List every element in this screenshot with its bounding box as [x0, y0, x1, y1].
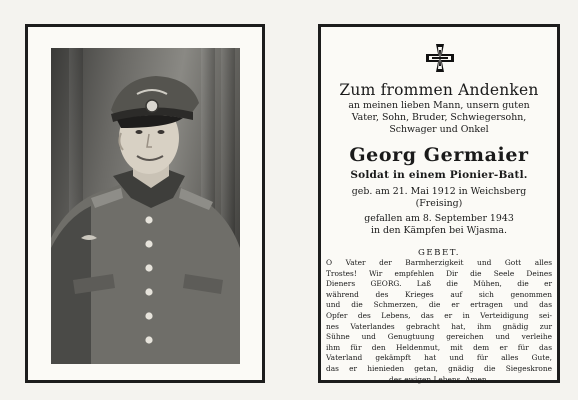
prayer-line: Trostes! Wir empfehlen Dir die Seele Deines — [326, 268, 552, 278]
prayer-line: während des Krieges auf sich genommen — [326, 289, 552, 299]
intro-line: Schwager und Onkel — [389, 124, 489, 135]
rank-line: Soldat in einem Pionier-Batl. — [350, 169, 528, 181]
intro-line: an meinen lieben Mann, unsern guten — [348, 100, 530, 111]
soldier-figure — [51, 48, 240, 364]
prayer-line: nes Vaterlandes gebracht hat, ihm gnädig zur — [326, 321, 552, 331]
memorial-title: Zum frommen Andenken — [339, 81, 539, 99]
photo-card — [25, 24, 265, 383]
prayer-line: des ewigen Lebens. Amen. — [389, 374, 489, 384]
prayer-line: ihm für den Heldenmut, mit dem er für das — [326, 342, 552, 352]
text-card — [318, 24, 560, 383]
death-place-line: in den Kämpfen bei Wjasma. — [370, 225, 508, 236]
intro-line: Vater, Sohn, Bruder, Schwiegersohn, — [351, 112, 527, 123]
prayer-line: und die Schmerzen, die er ertragen und das — [326, 300, 552, 310]
deceased-name: Georg Germaier — [349, 144, 529, 166]
prayer-line: Opfer des Lebens, das er in Verteidigung sei- — [326, 310, 552, 320]
prayer-heading: GEBET. — [418, 248, 460, 258]
prayer-line: Vaterland gekämpft hat und für alles Gute, — [326, 353, 552, 363]
prayer-line: Sühne und Genugtuung gereichen und verleihe — [326, 332, 552, 342]
death-line: gefallen am 8. September 1943 — [364, 213, 514, 224]
birth-line: geb. am 21. Mai 1912 in Weichsberg — [351, 186, 527, 197]
prayer-text — [326, 258, 552, 385]
prayer-line: das er hienieden getan, gnädig die Siegeskrone — [326, 363, 552, 373]
prayer-line: O Vater der Barmherzigkeit und Gott alles — [326, 258, 552, 267]
prayer-line: Dieners GEORG. Laß die Mühen, die er — [326, 279, 552, 289]
birth-place-line: (Freising) — [415, 198, 463, 209]
soldier-portrait — [51, 48, 240, 364]
iron-cross-icon — [425, 43, 455, 73]
